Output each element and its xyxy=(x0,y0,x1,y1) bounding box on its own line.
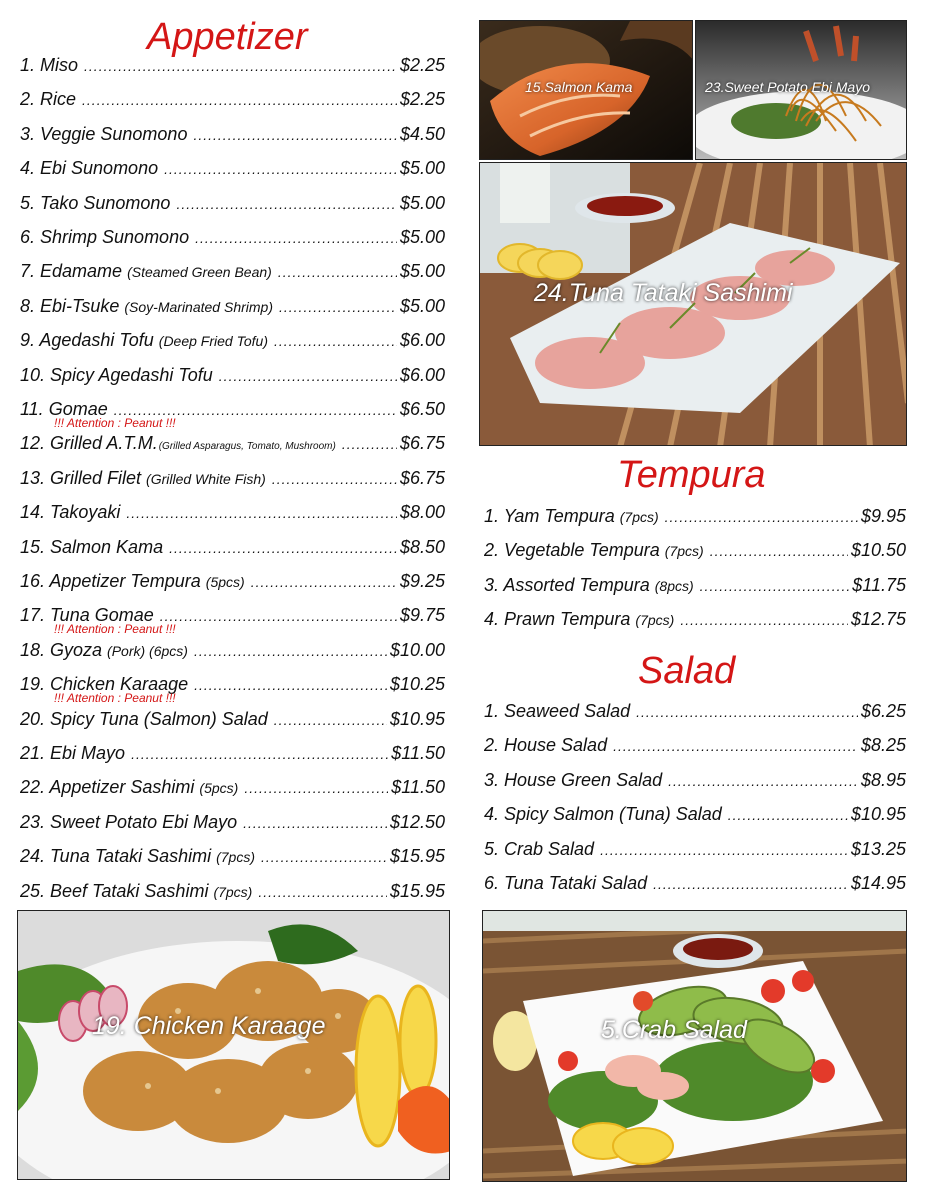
item-note: (5pcs) xyxy=(199,780,239,797)
item-name: 12. Grilled A.T.M. xyxy=(20,433,158,454)
tuna-tataki-caption: 24.Tuna Tataki Sashimi xyxy=(534,279,793,307)
tempura-item xyxy=(484,505,906,531)
item-note: (Grilled White Fish) xyxy=(146,470,266,487)
crab-salad-photo xyxy=(482,910,907,1182)
salmon-kama-caption: 15.Salmon Kama xyxy=(525,79,633,95)
chicken-karaage-caption: 19. Chicken Karaage xyxy=(92,1012,326,1040)
item-note: (Steamed Green Bean) xyxy=(127,264,272,281)
item-note: (8pcs) xyxy=(654,577,694,594)
appetizer-item xyxy=(20,54,445,80)
appetizer-item xyxy=(20,467,445,493)
item-name: 6. Shrimp Sunomono xyxy=(20,227,190,247)
item-price: $9.95 xyxy=(860,506,906,526)
salad-item xyxy=(484,872,906,898)
dot-leader xyxy=(272,468,397,490)
item-name: 17. Tuna Gomae xyxy=(20,605,154,626)
item-price: $10.95 xyxy=(389,708,445,729)
item-name: 11. Gomae xyxy=(20,399,108,419)
dot-leader xyxy=(600,839,848,861)
dot-leader xyxy=(680,609,848,631)
item-price: $6.50 xyxy=(399,399,445,419)
dot-leader xyxy=(176,193,397,215)
item-price: $5.00 xyxy=(399,295,445,316)
item-price: $11.50 xyxy=(391,743,445,763)
dot-leader xyxy=(710,540,848,562)
item-price: $8.00 xyxy=(399,502,445,523)
dot-leader xyxy=(342,433,397,455)
item-name: 15. Salmon Kama xyxy=(20,536,164,557)
dot-leader xyxy=(274,709,387,731)
dot-leader xyxy=(244,777,388,799)
item-note: (Soy-Marinated Shrimp) xyxy=(124,298,273,315)
item-name: 2. Vegetable Tempura xyxy=(484,540,660,561)
item-price: $10.00 xyxy=(389,639,445,660)
sweet-potato-caption: 23.Sweet Potato Ebi Mayo xyxy=(705,79,870,95)
dot-leader xyxy=(613,735,858,757)
peanut-attention-note: !!! Attention : Peanut !!! xyxy=(54,416,176,430)
tempura-heading: Tempura xyxy=(617,454,766,496)
salad-item xyxy=(484,700,906,726)
item-name: 5. Crab Salad xyxy=(484,838,595,859)
dot-leader xyxy=(82,89,397,111)
peanut-attention-note: !!! Attention : Peanut !!! xyxy=(54,691,176,706)
item-name: 3. House Green Salad xyxy=(484,769,663,790)
tuna-tataki-photo xyxy=(479,162,907,446)
item-price: $10.95 xyxy=(850,804,906,825)
item-price: $13.25 xyxy=(850,838,906,859)
dot-leader xyxy=(274,330,397,352)
dot-leader xyxy=(258,881,387,903)
item-price: $9.25 xyxy=(399,571,445,591)
item-name: 3. Assorted Tempura xyxy=(484,574,650,595)
dot-leader xyxy=(278,261,397,283)
dot-leader xyxy=(195,227,397,249)
item-note: (Deep Fried Tofu) xyxy=(158,333,268,350)
salad-item xyxy=(484,734,906,760)
salmon-kama-photo xyxy=(479,20,693,160)
item-price: $5.00 xyxy=(399,192,445,213)
item-note: (7pcs) xyxy=(216,849,256,866)
item-price: $14.95 xyxy=(850,873,906,893)
peanut-attention-note: !!! Attention : Peanut !!! xyxy=(54,622,176,637)
salad-heading: Salad xyxy=(638,650,736,692)
dot-leader xyxy=(169,537,397,559)
item-price: $6.25 xyxy=(860,701,906,721)
item-name: 16. Appetizer Tempura xyxy=(20,571,201,591)
salad-item xyxy=(484,769,906,795)
item-name: 1. Yam Tempura xyxy=(484,506,615,526)
item-price: $10.25 xyxy=(389,674,445,695)
item-price: $4.50 xyxy=(399,123,445,144)
item-name: 25. Beef Tataki Sashimi xyxy=(20,880,209,901)
tempura-item xyxy=(484,608,906,634)
appetizer-item xyxy=(20,742,445,768)
salad-item xyxy=(484,838,906,864)
item-price: $5.00 xyxy=(399,227,445,247)
item-name: 4. Prawn Tempura xyxy=(484,609,631,630)
dot-leader xyxy=(193,124,396,146)
item-price: $15.95 xyxy=(389,846,445,867)
item-name: 23. Sweet Potato Ebi Mayo xyxy=(20,811,238,832)
tempura-item xyxy=(484,574,906,600)
appetizer-item xyxy=(20,226,445,252)
dot-leader xyxy=(219,365,397,387)
item-name: 22. Appetizer Sashimi xyxy=(20,777,195,798)
dot-leader xyxy=(261,846,387,868)
appetizer-item xyxy=(20,570,445,596)
appetizer-item xyxy=(20,776,445,802)
item-note: (Pork) (6pcs) xyxy=(107,642,188,659)
appetizer-item xyxy=(20,536,445,562)
dot-leader xyxy=(194,674,387,696)
item-name: 18. Gyoza xyxy=(20,639,103,660)
item-price: $11.75 xyxy=(852,574,906,595)
item-name: 4. Ebi Sunomono xyxy=(20,158,159,179)
appetizer-item xyxy=(20,880,445,906)
dot-leader xyxy=(194,640,387,662)
item-note: (5pcs) xyxy=(205,574,245,590)
dot-leader xyxy=(665,506,858,528)
item-price: $8.95 xyxy=(860,769,906,790)
item-name: 1. Miso xyxy=(20,55,79,75)
item-name: 2. Rice xyxy=(20,89,77,110)
dot-leader xyxy=(636,701,858,723)
appetizer-item xyxy=(20,329,445,355)
appetizer-item xyxy=(20,845,445,871)
item-price: $2.25 xyxy=(399,89,445,110)
appetizer-item xyxy=(20,260,445,286)
dot-leader xyxy=(251,571,397,593)
salad-item xyxy=(484,803,906,829)
item-name: 8. Ebi-Tsuke xyxy=(20,295,120,316)
item-name: 4. Spicy Salmon (Tuna) Salad xyxy=(484,804,722,825)
item-name: 2. House Salad xyxy=(484,735,608,756)
item-note: (Grilled Asparagus, Tomato, Mushroom) xyxy=(158,441,336,453)
item-name: 24. Tuna Tataki Sashimi xyxy=(20,846,212,867)
item-note: (7pcs) xyxy=(213,883,253,900)
appetizer-heading: Appetizer xyxy=(147,16,308,58)
item-name: 20. Spicy Tuna (Salmon) Salad xyxy=(20,708,268,729)
item-price: $2.25 xyxy=(399,55,445,75)
appetizer-item xyxy=(20,501,445,527)
item-name: 10. Spicy Agedashi Tofu xyxy=(20,364,213,385)
item-price: $10.50 xyxy=(850,540,906,561)
item-price: $8.50 xyxy=(399,536,445,557)
dot-leader xyxy=(279,296,397,318)
item-name: 14. Takoyaki xyxy=(20,502,121,523)
dot-leader xyxy=(653,873,848,895)
item-price: $8.25 xyxy=(860,735,906,756)
sweet-potato-ebi-mayo-photo xyxy=(695,20,907,160)
dot-leader xyxy=(700,575,850,597)
dot-leader xyxy=(160,605,397,627)
item-price: $5.00 xyxy=(399,261,445,282)
appetizer-item xyxy=(20,192,445,218)
item-price: $6.00 xyxy=(399,364,445,385)
appetizer-item xyxy=(20,364,445,390)
item-price: $9.75 xyxy=(399,605,445,626)
dot-leader xyxy=(668,770,858,792)
item-name: 21. Ebi Mayo xyxy=(20,743,126,763)
crab-salad-caption: 5.Crab Salad xyxy=(601,1016,747,1044)
dot-leader xyxy=(84,55,397,77)
dot-leader xyxy=(126,502,397,524)
item-note: (7pcs) xyxy=(635,612,675,629)
appetizer-item xyxy=(20,639,445,665)
item-note: (7pcs) xyxy=(619,509,659,525)
item-price: $6.75 xyxy=(399,433,445,454)
tempura-item xyxy=(484,539,906,565)
dot-leader xyxy=(243,812,387,834)
appetizer-item xyxy=(20,432,445,458)
appetizer-item xyxy=(20,708,445,734)
appetizer-item xyxy=(20,123,445,149)
appetizer-item xyxy=(20,157,445,183)
item-name: 7. Edamame xyxy=(20,261,123,282)
item-price: $12.75 xyxy=(850,609,906,630)
item-price: $11.50 xyxy=(391,777,445,798)
chicken-karaage-photo xyxy=(17,910,450,1180)
item-price: $5.00 xyxy=(399,158,445,179)
item-note: (7pcs) xyxy=(664,543,704,560)
item-name: 3. Veggie Sunomono xyxy=(20,123,188,144)
dot-leader xyxy=(728,804,848,826)
appetizer-item xyxy=(20,88,445,114)
item-name: 1. Seaweed Salad xyxy=(484,701,631,721)
item-name: 5. Tako Sunomono xyxy=(20,192,171,213)
item-name: 9. Agedashi Tofu xyxy=(20,330,154,351)
item-price: $15.95 xyxy=(389,880,445,901)
appetizer-item xyxy=(20,811,445,837)
item-price: $6.75 xyxy=(399,467,445,488)
item-price: $6.00 xyxy=(399,330,445,351)
item-price: $12.50 xyxy=(389,811,445,832)
appetizer-item xyxy=(20,295,445,321)
item-name: 13. Grilled Filet xyxy=(20,467,142,488)
item-name: 19. Chicken Karaage xyxy=(20,674,189,695)
dot-leader xyxy=(164,158,397,180)
item-name: 6. Tuna Tataki Salad xyxy=(484,873,648,893)
dot-leader xyxy=(131,743,388,765)
